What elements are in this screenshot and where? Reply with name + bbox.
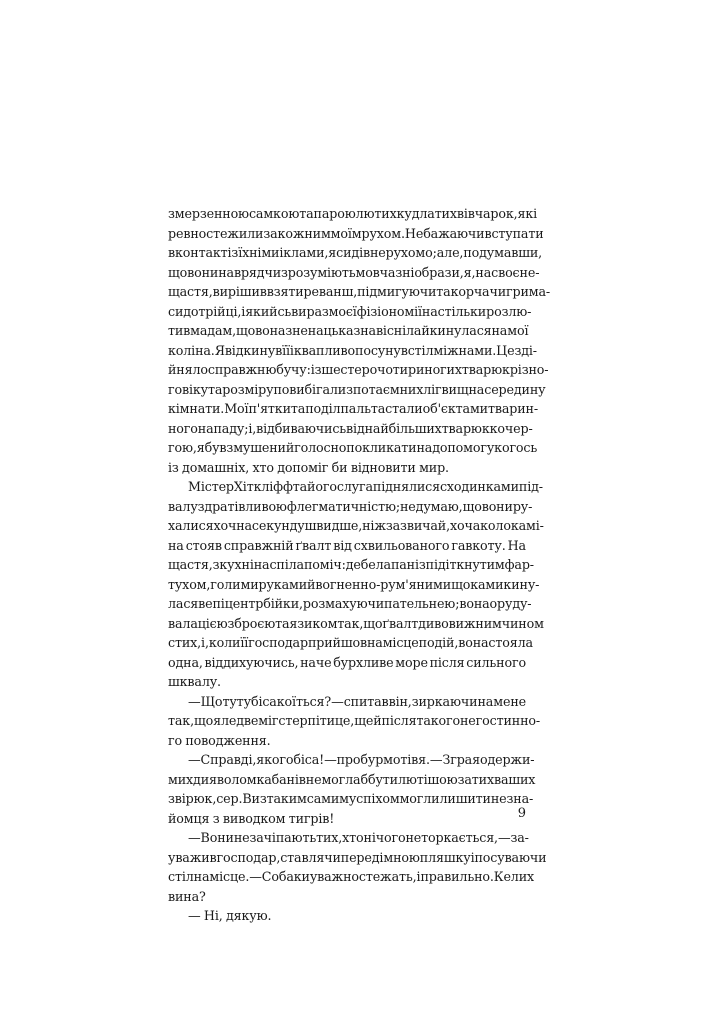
text-line: вина? <box>168 888 206 904</box>
text-line: гою, я був змушений голосно покликати на допомогу когось <box>168 440 538 455</box>
text-line: уважив господар, ставлячи переді мною пляшку і посуваючи <box>168 849 547 865</box>
text-line: го віку та розміру повибігали з потаємних лігвищ на середину <box>168 381 546 397</box>
text-line: лася в епіцентр бійки, розмахуючи пательнею; вона оруду- <box>168 596 532 611</box>
page-number: 9 <box>517 806 526 821</box>
text-line: кімнати. Мої п'ятки та поділ пальта стали об'єктами тварин- <box>168 401 538 416</box>
text-line: тухом, голими руками й вогненно-рум'яними щоками кину- <box>168 576 540 592</box>
paragraph <box>168 204 551 477</box>
text-line: щастя, вирішив взяти реванш, підмигуючи та корчачи грима- <box>168 284 551 299</box>
text-line: — Ні, дякую. <box>188 908 272 923</box>
text-line: з мерзенною самкою та парою лютих кудлатих вівчарок, які <box>168 206 538 221</box>
text-line: вала цією зброєю та язиком так, що ґвалт дивовижним чином <box>168 615 544 631</box>
text-line: си до трійці, і якийсь вираз моєї фізіономії настільки розлю- <box>168 303 532 319</box>
text-line: — Що тут у біса коїться? — спитав він, зиркаючи на мене <box>188 693 526 709</box>
text-line: що вони навряд чи зрозуміють мовчазні образи, я, на своє не- <box>168 264 540 280</box>
text-line: йняло справжню бучу: із шестеро чотириногих тварюк різно- <box>168 362 549 377</box>
text-line: ревно стежили за кожним моїм рухом. Не бажаючи вступати <box>168 225 544 241</box>
text-line: так, що я ледве міг стерпіти це, ще й після такого негостинно- <box>168 713 541 728</box>
text-line: халися хоч на секунду швидше, ніж зазвичай, хоча коло камі- <box>168 518 544 533</box>
text-line: — Вони не зачіпають тих, хто нічого не торкається, — за- <box>188 830 529 845</box>
text-line: стих, і, коли її господар прийшов на місце подій, вона стояла <box>168 635 533 650</box>
text-line: тив мадам, що вона зненацька знавісніла й кинулася на мої <box>168 323 529 338</box>
text-line: коліна. Я відкинув її і квапливо посунув стіл між нами. Це зді- <box>168 342 537 358</box>
book-page-text <box>168 204 551 926</box>
paragraph <box>168 906 526 926</box>
text-line: щастя, з кухні наспіла поміч: дебела пані з підіткнутим фар- <box>168 557 534 572</box>
paragraph <box>168 828 547 906</box>
paragraph <box>168 477 544 692</box>
text-line: шквалу. <box>168 674 221 689</box>
text-line: йомця з виводком тигрів! <box>168 810 335 826</box>
text-line: Містер Хіткліфф та його слуга піднялися сходинками під- <box>188 479 543 494</box>
text-line: одна, віддихуючись, наче бурхливе море після сильного <box>168 654 526 670</box>
text-line: стіл на місце. — Собаки уважно стежать, і правильно. Келих <box>168 869 535 884</box>
text-line: в контакт із їхніми іклами, я сидів нерухомо; але, подумавши, <box>168 245 543 260</box>
text-line: на стояв справжній ґвалт від схвильованого гавкоту. На <box>168 537 526 553</box>
paragraph <box>168 692 541 751</box>
text-line: — Справді, якого біса! — пробурмотів я. — Зграя одержи- <box>188 752 535 767</box>
text-line: го поводження. <box>168 732 271 748</box>
text-line: мих дияволом кабанів не могла б бути лютішою за тих ваших <box>168 771 536 787</box>
text-line: валу з дратівливою флегматичністю; не думаю, що вони ру- <box>168 498 533 514</box>
text-line: ного нападу; і, відбиваючись від найбільших тварюк кочер- <box>168 420 533 436</box>
text-line: із домашніх, хто допоміг би відновити мир. <box>168 459 449 475</box>
paragraph <box>168 750 536 828</box>
text-line: звірюк, сер. Ви з таким самим успіхом могли лишити незна- <box>168 791 534 806</box>
